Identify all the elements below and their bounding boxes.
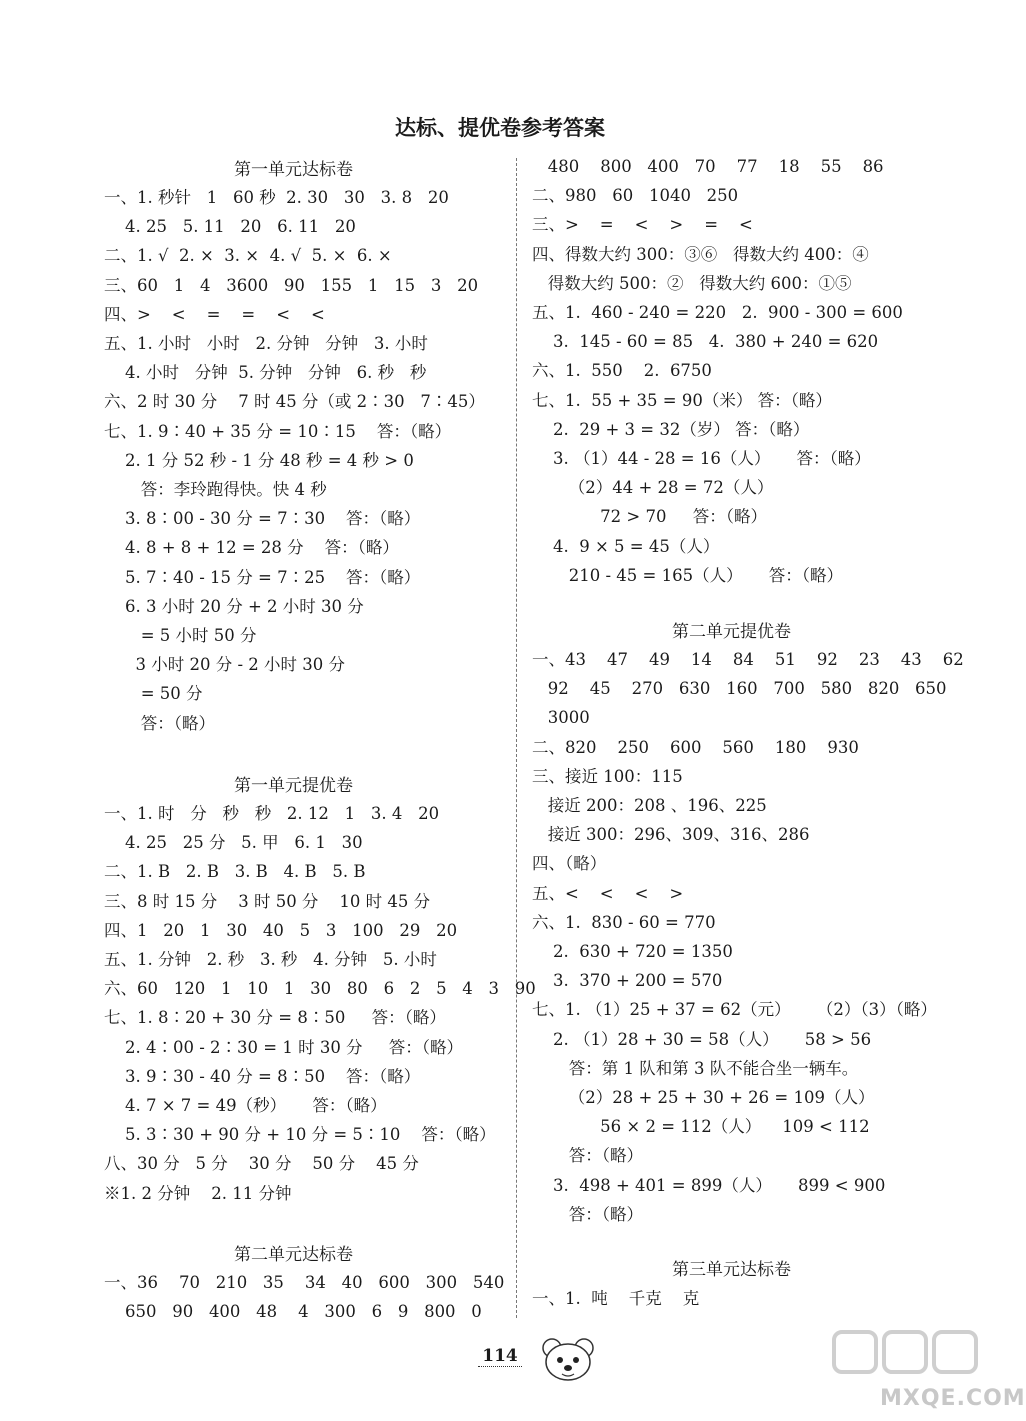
answer-line: 六、2 时 30 分 7 时 45 分（或 2∶30 7∶45）	[104, 392, 485, 411]
answer-line: （2）44 + 28 = 72（人）	[532, 478, 774, 497]
answer-line: 2. 4∶00 - 2∶30 = 1 时 30 分 答：（略）	[104, 1038, 464, 1057]
answer-line: 3. （1）44 - 28 = 16（人） 答：（略）	[532, 449, 871, 468]
answer-line: 3. 145 - 60 = 85 4. 380 + 240 = 620	[532, 332, 879, 351]
answer-line: 七、1. 8∶20 + 30 分 = 8∶50 答：（略）	[104, 1008, 446, 1027]
answer-line: 八、30 分 5 分 30 分 50 分 45 分	[104, 1154, 419, 1173]
answer-line: 三、> = < > = <	[532, 215, 753, 234]
answer-line: 一、1. 时 分 秒 秒 2. 12 1 3. 4 20	[104, 804, 440, 823]
answer-line: 4. 7 × 7 = 49（秒） 答：（略）	[104, 1096, 387, 1115]
answer-line: 2. 29 + 3 = 32（岁） 答：（略）	[532, 420, 810, 439]
answer-line: 七、1. （1）25 + 37 = 62（元） （2）（3）（略）	[532, 1000, 937, 1019]
answer-line: 答：李玲跑得快。快 4 秒	[104, 480, 327, 499]
answer-line: 4. 8 + 8 + 12 = 28 分 答：（略）	[104, 538, 399, 557]
answer-line: 二、820 250 600 560 180 930	[532, 738, 859, 757]
answer-line: 三、8 时 15 分 3 时 50 分 10 时 45 分	[104, 892, 431, 911]
bear-mascot-icon	[538, 1334, 600, 1386]
answer-line: 一、1. 吨 千克 克	[532, 1289, 700, 1308]
answer-line: 五、< < < >	[532, 884, 684, 903]
answer-line: 210 - 45 = 165（人） 答：（略）	[532, 566, 844, 585]
answer-line: 3. 370 + 200 = 570	[532, 971, 723, 990]
answer-line: 答：第 1 队和第 3 队不能合坐一辆车。	[532, 1059, 859, 1078]
answer-line: 二、1. B 2. B 3. B 4. B 5. B	[104, 862, 366, 881]
answer-line: 七、1. 55 + 35 = 90（米） 答：（略）	[532, 391, 832, 410]
answer-line: 5. 7∶40 - 15 分 = 7∶25 答：（略）	[104, 568, 421, 587]
section-heading: 第三单元达标卷	[672, 1260, 791, 1280]
answer-line: = 5 小时 50 分	[104, 626, 257, 645]
answer-line: 4. 25 25 分 5. 甲 6. 1 30	[104, 833, 363, 852]
answer-line: 4. 小时 分钟 5. 分钟 分钟 6. 秒 秒	[104, 363, 427, 382]
answer-line: 3 小时 20 分 - 2 小时 30 分	[104, 655, 345, 674]
section-heading: 第一单元提优卷	[234, 776, 353, 796]
section-heading: 第二单元达标卷	[234, 1245, 353, 1265]
answer-line: 六、1. 550 2. 6750	[532, 361, 712, 380]
section-heading: 第一单元达标卷	[234, 160, 353, 180]
answer-line: 92 45 270 630 160 700 580 820 650	[532, 679, 947, 698]
answer-line: 六、1. 830 - 60 = 770	[532, 913, 716, 932]
answer-line: 一、43 47 49 14 84 51 92 23 43 62	[532, 650, 964, 669]
section-heading: 第二单元提优卷	[672, 622, 791, 642]
page-title: 达标、提优卷参考答案	[395, 116, 605, 140]
answer-line: 得数大约 500：② 得数大约 600：①⑤	[532, 274, 852, 293]
answer-line: 6. 3 小时 20 分 + 2 小时 30 分	[104, 597, 364, 616]
answer-line: 一、36 70 210 35 34 40 600 300 540	[104, 1273, 505, 1292]
answer-line: 四、1 20 1 30 40 5 3 100 29 20	[104, 921, 458, 940]
answer-line: 3000	[532, 708, 590, 727]
answer-line: 答：（略）	[532, 1146, 643, 1165]
answer-line: 二、980 60 1040 250	[532, 186, 739, 205]
answer-line: 四、得数大约 300：③⑥ 得数大约 400：④	[532, 245, 869, 264]
answer-line: 480 800 400 70 77 18 55 86	[532, 157, 884, 176]
answer-line: 接近 200：208 、196、225	[532, 796, 767, 815]
answer-line: 五、1. 小时 小时 2. 分钟 分钟 3. 小时	[104, 334, 428, 353]
answer-line: 答：（略）	[532, 1205, 643, 1224]
answer-line: 2. 630 + 720 = 1350	[532, 942, 733, 961]
answer-line: 650 90 400 48 4 300 6 9 800 0	[104, 1302, 482, 1321]
answer-line: 56 × 2 = 112（人） 109 < 112	[532, 1117, 870, 1136]
answer-line: 4. 9 × 5 = 45（人）	[532, 537, 720, 556]
watermark-logo-icon	[832, 1330, 982, 1392]
answer-line: 接近 300：296、309、316、286	[532, 825, 810, 844]
answer-line: 三、60 1 4 3600 90 155 1 15 3 20	[104, 276, 479, 295]
answer-line: 四、（略）	[532, 854, 607, 873]
answer-line: 72 > 70 答：（略）	[532, 507, 767, 526]
answer-line: 5. 3∶30 + 90 分 + 10 分 = 5∶10 答：（略）	[104, 1125, 496, 1144]
answer-line: 二、1. √ 2. × 3. × 4. √ 5. × 6. ×	[104, 246, 392, 265]
answer-line: 四、> < = = < <	[104, 305, 325, 324]
answer-line: 六、60 120 1 10 1 30 80 6 2 5 4 3 90	[104, 979, 536, 998]
answer-line: 2. 1 分 52 秒 - 1 分 48 秒 = 4 秒 > 0	[104, 451, 414, 470]
answer-line: 4. 25 5. 11 20 6. 11 20	[104, 217, 356, 236]
answer-line: = 50 分	[104, 684, 203, 703]
page-number: 114	[478, 1346, 522, 1367]
answer-line: 3. 9∶30 - 40 分 = 8∶50 答：（略）	[104, 1067, 421, 1086]
answer-line: 七、1. 9∶40 + 35 分 = 10∶15 答：（略）	[104, 422, 452, 441]
answer-line: 3. 498 + 401 = 899（人） 899 < 900	[532, 1176, 886, 1195]
column-divider	[516, 158, 517, 1318]
answer-line: 三、接近 100：115	[532, 767, 683, 786]
watermark-text: MXQE.COM	[880, 1386, 1026, 1411]
answer-line: 五、1. 460 - 240 = 220 2. 900 - 300 = 600	[532, 303, 903, 322]
answer-line: 答：（略）	[104, 714, 215, 733]
answer-line: 2. （1）28 + 30 = 58（人） 58 > 56	[532, 1030, 872, 1049]
answer-line: 3. 8∶00 - 30 分 = 7∶30 答：（略）	[104, 509, 421, 528]
answer-line: 一、1. 秒针 1 60 秒 2. 30 30 3. 8 20	[104, 188, 449, 207]
answer-line: 五、1. 分钟 2. 秒 3. 秒 4. 分钟 5. 小时	[104, 950, 437, 969]
answer-line: （2）28 + 25 + 30 + 26 = 109（人）	[532, 1088, 875, 1107]
answer-line: ※1. 2 分钟 2. 11 分钟	[104, 1184, 292, 1203]
